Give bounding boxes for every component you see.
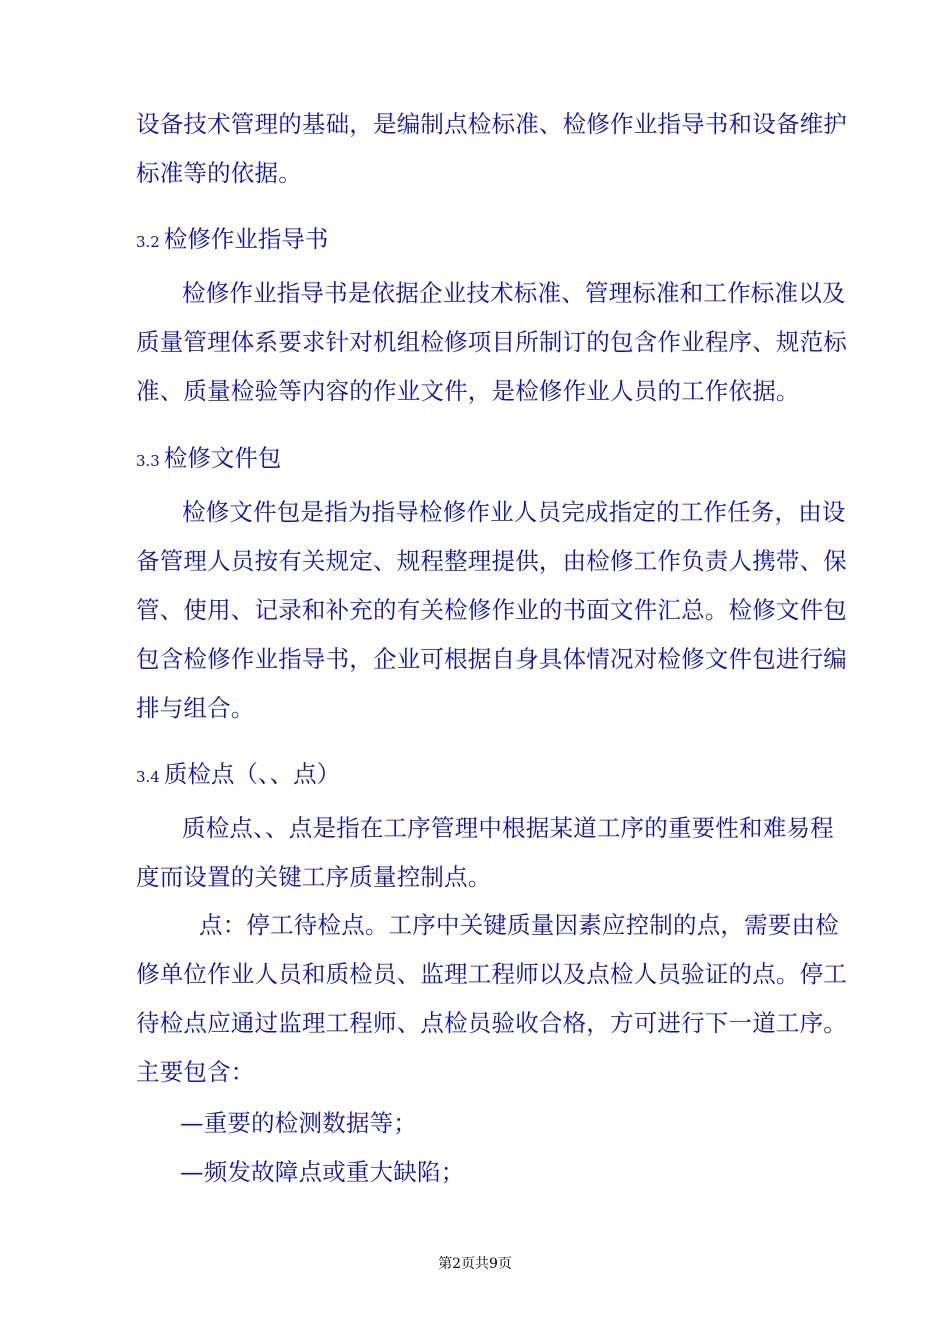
- section-3-3-line-3: 管、使用、记录和补充的有关检修作业的书面文件汇总。检修文件包: [136, 596, 847, 624]
- section-3-4-list-item-1: —重要的检测数据等；: [180, 1109, 417, 1137]
- section-3-2-line-3: 准、质量检验等内容的作业文件，是检修作业人员的工作依据。: [136, 377, 800, 405]
- section-3-3-number: 3.3: [136, 452, 160, 470]
- section-3-2-line-2: 质量管理体系要求针对机组检修项目所制订的包含作业程序、规范标: [136, 328, 847, 356]
- section-3-3-line-5: 排与组合。: [136, 694, 255, 722]
- section-3-4-para2-line-1: 点：停工待检点。工序中关键质量因素应控制的点，需要由检: [199, 911, 839, 939]
- section-3-3-line-2: 备管理人员按有关规定、规程整理提供，由检修工作负责人携带、保: [136, 547, 847, 575]
- section-3-4-para2-line-3: 待检点应通过监理工程师、点检员验收合格，方可进行下一道工序。: [136, 1009, 847, 1037]
- section-3-4-para2-line-2: 修单位作业人员和质检员、监理工程师以及点检人员验证的点。停工: [136, 960, 847, 988]
- section-3-4-para2-line-4: 主要包含：: [136, 1058, 255, 1086]
- section-3-2-heading: [136, 224, 328, 257]
- section-3-3-heading: [136, 443, 281, 476]
- section-3-3-line-4: 包含检修作业指导书，企业可根据自身具体情况对检修文件包进行编: [136, 645, 847, 673]
- section-3-4-title: 质检点（、、点）: [163, 760, 341, 788]
- section-3-4-number: 3.4: [136, 768, 160, 786]
- section-3-4-para1-line-1: 质检点、、点是指在工序管理中根据某道工序的重要性和难易程: [182, 814, 834, 842]
- page-footer: 第2页共9页: [438, 1256, 512, 1272]
- section-3-3-title: 检修文件包: [163, 444, 282, 472]
- section-3-4-list-item-2: —频发故障点或重大缺陷；: [180, 1158, 465, 1186]
- section-3-4-heading: [136, 759, 340, 792]
- intro-line-1: 设备技术管理的基础，是编制点检标准、检修作业指导书和设备维护: [136, 110, 847, 138]
- section-3-2-line-1: 检修作业指导书是依据企业技术标准、管理标准和工作标准以及: [182, 279, 846, 307]
- intro-line-2: 标准等的依据。: [136, 159, 302, 187]
- section-3-3-line-1: 检修文件包是指为指导检修作业人员完成指定的工作任务，由设: [182, 498, 846, 526]
- section-3-2-title: 检修作业指导书: [163, 225, 329, 253]
- section-3-2-number: 3.2: [136, 233, 160, 251]
- section-3-4-para1-line-2: 度而设置的关键工序质量控制点。: [136, 863, 492, 891]
